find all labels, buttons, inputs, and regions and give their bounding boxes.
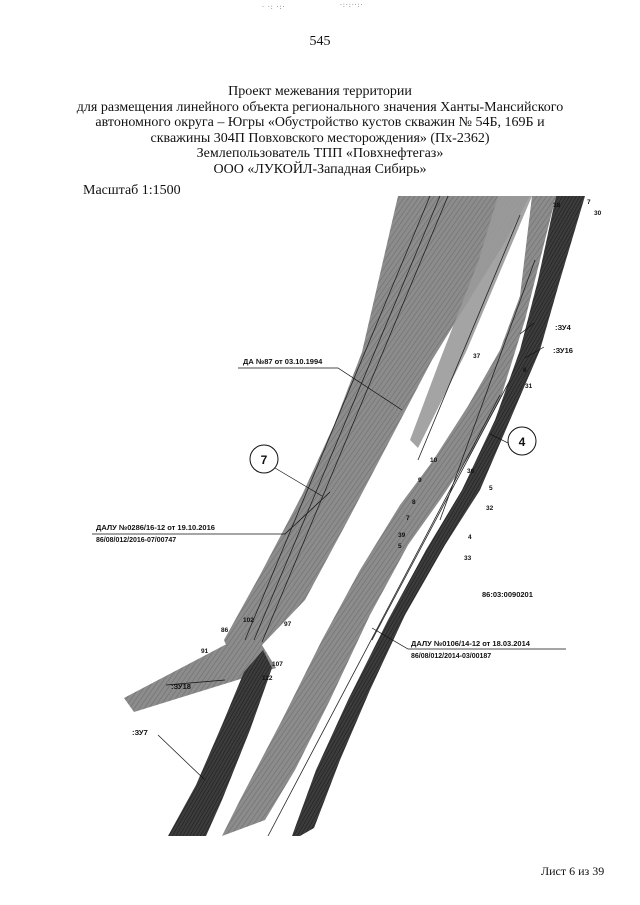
- point-label: 9: [418, 477, 422, 484]
- dalu0286-reg-number: 86/08/012/2016-07/00747: [96, 537, 177, 544]
- point-label: 102: [243, 617, 254, 624]
- dalu0286-label: ДАЛУ №0286/16-12 от 19.10.2016: [96, 523, 215, 532]
- point-label: 10: [430, 457, 438, 464]
- title-line: Землепользователь ТПП «Повхнефтегаз»: [196, 146, 444, 161]
- title-line: Проект межевания территории: [228, 84, 412, 99]
- title-line: автономного округа – Югры «Обустройство кустов скважин № 54Б, 169Б и: [95, 115, 545, 130]
- callout-4: [508, 427, 536, 455]
- point-label: 39: [398, 532, 406, 539]
- point-label: 37: [473, 353, 481, 360]
- point-label: 107: [272, 661, 283, 668]
- point-label: 36: [467, 468, 475, 475]
- point-label: 8: [412, 499, 416, 506]
- parcel-label-zu18: :ЗУ18: [171, 682, 191, 691]
- point-label: 6: [523, 367, 527, 374]
- page-number: 545: [309, 34, 331, 49]
- parcel-label-zu16: :ЗУ16: [553, 346, 573, 355]
- point-label: 5: [398, 543, 402, 550]
- point-label: 112: [262, 675, 273, 682]
- point-label: 5: [489, 485, 493, 492]
- point-label: 7: [587, 199, 591, 206]
- point-label: 32: [486, 505, 494, 512]
- callout-7: [250, 445, 278, 473]
- callout-7-number: 7: [260, 453, 268, 467]
- map-scale: Масштаб 1:1500: [83, 183, 181, 198]
- point-label: 38: [553, 202, 561, 209]
- cadastral-block-label: 86:03:0090201: [482, 590, 533, 599]
- callout-4-number: 4: [518, 435, 526, 449]
- dalu0106-label: ДАЛУ №0106/14-12 от 18.03.2014: [411, 639, 530, 648]
- point-label: 91: [201, 648, 209, 655]
- title-line: ООО «ЛУКОЙЛ-Западная Сибирь»: [213, 161, 427, 177]
- scan-artifact-left: · ·: ·:·: [262, 4, 286, 11]
- point-label: 30: [594, 210, 602, 217]
- point-label: 7: [406, 515, 410, 522]
- sheet-number: Лист 6 из 39: [541, 864, 605, 878]
- point-label: 86: [221, 627, 229, 634]
- parcel-label-zu7: :ЗУ7: [132, 728, 148, 737]
- title-line: для размещения линейного объекта регионального значения Ханты-Мансийского: [76, 99, 564, 115]
- point-label: 97: [284, 621, 292, 628]
- dalu0106-reg-number: 86/08/012/2014-03/00187: [411, 653, 492, 660]
- da87-label: ДА №87 от 03.10.1994: [243, 357, 323, 366]
- point-label: 31: [525, 383, 533, 390]
- point-label: 4: [468, 534, 472, 541]
- point-label: 33: [464, 555, 472, 562]
- parcel-label-zu4: :ЗУ4: [555, 323, 571, 332]
- title-line: скважины 304П Повховского месторождения» (Пх-2362): [150, 130, 490, 146]
- scan-artifact-right: ·:·:··:·: [340, 2, 364, 9]
